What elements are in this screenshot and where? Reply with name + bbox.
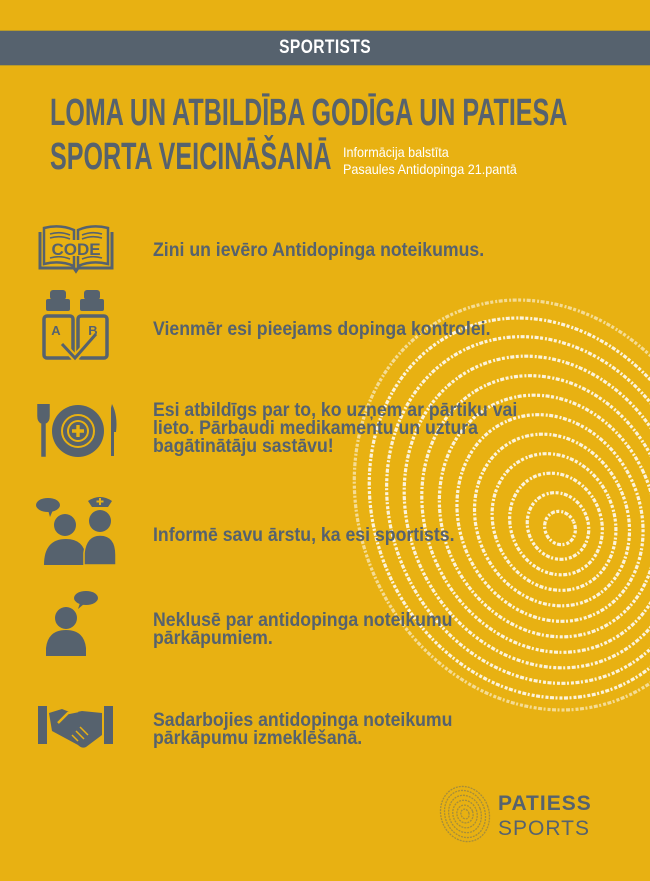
sample-bottles-icon [42, 290, 112, 362]
page-title-line2: SPORTA VEICINĀŠANĀ [50, 136, 332, 178]
source-note [343, 144, 536, 178]
rule-text-2-line1: Vienmēr esi pieejams dopinga kontrolei. [153, 319, 491, 340]
doctor-patient-icon [36, 495, 122, 565]
rule-text-4-line1: Informē savu ārstu, ka esi sportists. [153, 525, 455, 546]
header-banner [0, 30, 650, 66]
svg-text:A: A [51, 323, 61, 338]
fingerprint-icon [350, 280, 650, 730]
plate-cutlery-icon [36, 402, 118, 460]
rule-text-6-line1: Sadarbojies antidopinga noteikumu [153, 710, 453, 731]
rule-text-3-line2: lieto. Pārbaudi medikamentu un uztura [153, 418, 478, 439]
rule-text-6-line2: pārkāpumu izmeklēšanā. [153, 728, 363, 749]
logo-word-sports: SPORTS [498, 817, 590, 840]
rule-text-3-line1: Esi atbildīgs par to, ko uzņem ar pārtiku vai [153, 400, 518, 421]
rule-text-5-line1: Neklusē par antidopinga noteikumu [153, 610, 453, 631]
rule-text-1-line1: Zini un ievēro Antidopinga noteikumus. [153, 240, 485, 261]
speaking-person-icon [44, 590, 104, 656]
code-book-icon [36, 224, 116, 274]
svg-text:CODE: CODE [51, 240, 101, 259]
logo-fingerprint-icon [438, 783, 492, 845]
rule-text-3-line3: bagātinātāju sastāvu! [153, 436, 334, 457]
logo-word-patiess: PATIESS [498, 792, 592, 815]
source-note-line1: Informācija balstīta [343, 144, 449, 160]
banner-label: SPORTISTS [279, 37, 371, 58]
rule-text-5-line2: pārkāpumiem. [153, 628, 273, 649]
page-title-line1: LOMA UN ATBILDĪBA GODĪGA UN PATIESA [50, 92, 568, 134]
handshake-icon [38, 703, 114, 751]
svg-text:B: B [88, 323, 98, 338]
source-note-line2: Pasaules Antidopinga 21.pantā [343, 161, 517, 177]
